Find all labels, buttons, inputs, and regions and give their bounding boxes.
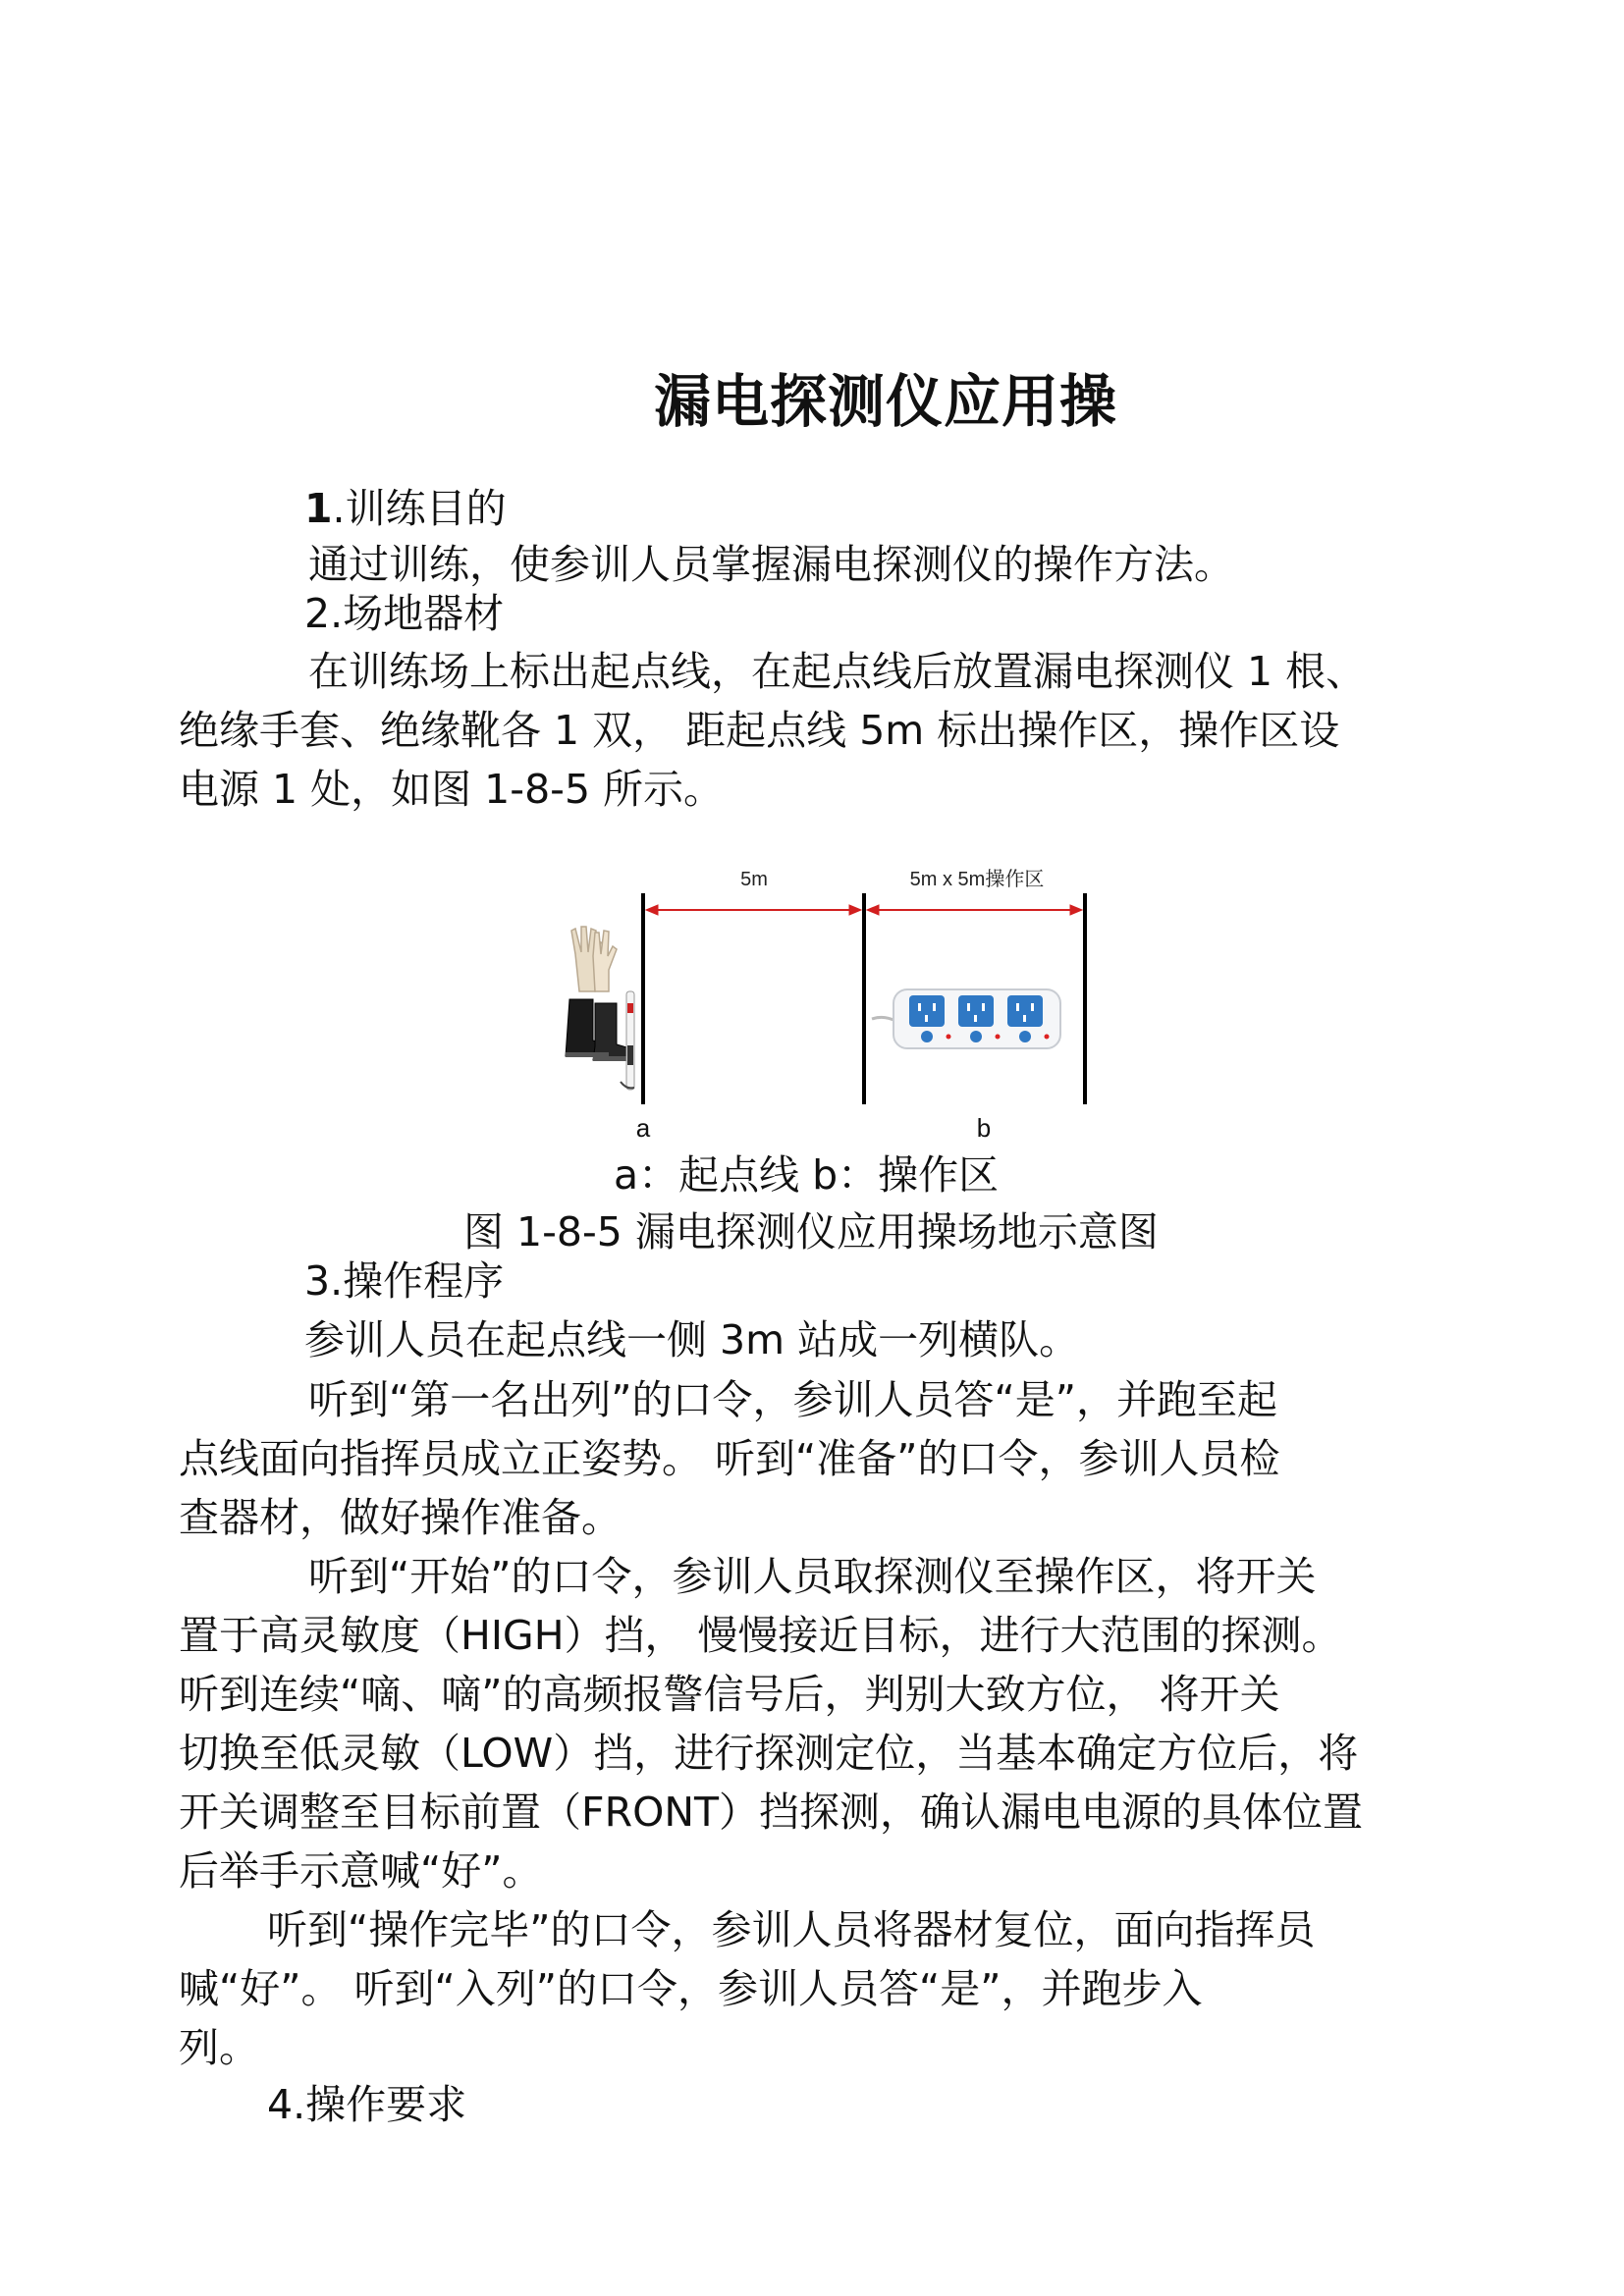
power-strip-icon	[872, 989, 1060, 1048]
leakage-detector-icon	[621, 991, 634, 1090]
section-3-para-3-line-6: 后举手示意喊“好”。	[179, 1847, 543, 1895]
section-1-heading	[304, 479, 507, 538]
section-3-para-4-line-3: 列。	[179, 2024, 259, 2071]
section-4-heading: 4.操作要求	[267, 2081, 467, 2128]
dimension-label-zone: 5m x 5m操作区	[909, 869, 1045, 890]
section-3-heading: 3.操作程序	[304, 1257, 505, 1305]
insulating-gloves-icon	[571, 927, 617, 991]
dimension-arrow-zone	[867, 905, 1082, 915]
section-2-heading: 2.场地器材	[304, 590, 505, 637]
section-3-para-3-line-3: 听到连续“嘀、嘀”的高频报警信号后，判别大致方位， 将开关	[179, 1671, 1280, 1718]
figure-legend: a：起点线 b：操作区	[614, 1151, 1000, 1199]
line-label-b: b	[976, 1113, 992, 1143]
section-2-line-3: 电源 1 处，如图 1-8-5 所示。	[179, 766, 725, 813]
section-3-para-3-line-4: 切换至低灵敏（LOW）挡，进行探测定位，当基本确定方位后，将	[179, 1730, 1359, 1777]
section-3-para-3-line-1: 听到“开始”的口令，参训人员取探测仪至操作区，将开关	[308, 1553, 1317, 1600]
section-1-number: 1	[304, 485, 333, 532]
line-label-a: a	[635, 1113, 651, 1143]
insulating-boots-icon	[566, 999, 630, 1061]
section-3-para-2-line-2: 点线面向指挥员成立正姿势。 听到“准备”的口令，参训人员检	[179, 1435, 1280, 1482]
section-3-para-1: 参训人员在起点线一侧 3m 站成一列横队。	[304, 1316, 1080, 1363]
section-1-body: 通过训练，使参训人员掌握漏电探测仪的操作方法。	[308, 541, 1234, 588]
section-3-para-4-line-2: 喊“好”。 听到“入列”的口令，参训人员答“是”，并跑步入	[179, 1965, 1203, 2012]
figure-caption: 图 1-8-5 漏电探测仪应用操场地示意图	[463, 1208, 1159, 1255]
dimension-label-5m: 5m	[740, 869, 768, 890]
section-3-para-2-line-3: 查器材，做好操作准备。	[179, 1494, 622, 1541]
section-3-para-3-line-5: 开关调整至目标前置（FRONT）挡探测，确认漏电电源的具体位置	[179, 1789, 1364, 1836]
section-1-heading-text: .训练目的	[332, 485, 507, 532]
section-3-para-3-line-2: 置于高灵敏度（HIGH）挡， 慢慢接近目标，进行大范围的探测。	[179, 1612, 1342, 1659]
page-title: 漏电探测仪应用操	[653, 368, 1117, 435]
dimension-arrow-5m	[646, 905, 861, 915]
section-2-line-1: 在训练场上标出起点线，在起点线后放置漏电探测仪 1 根、	[308, 648, 1367, 695]
section-2-line-2: 绝缘手套、绝缘靴各 1 双， 距起点线 5m 标出操作区，操作区设	[179, 707, 1340, 754]
section-3-para-4-line-1: 听到“操作完毕”的口令，参训人员将器材复位，面向指挥员	[267, 1906, 1316, 1953]
site-diagram	[511, 844, 1119, 1148]
section-3-para-2-line-1: 听到“第一名出列”的口令，参训人员答“是”，并跑至起	[308, 1376, 1277, 1423]
